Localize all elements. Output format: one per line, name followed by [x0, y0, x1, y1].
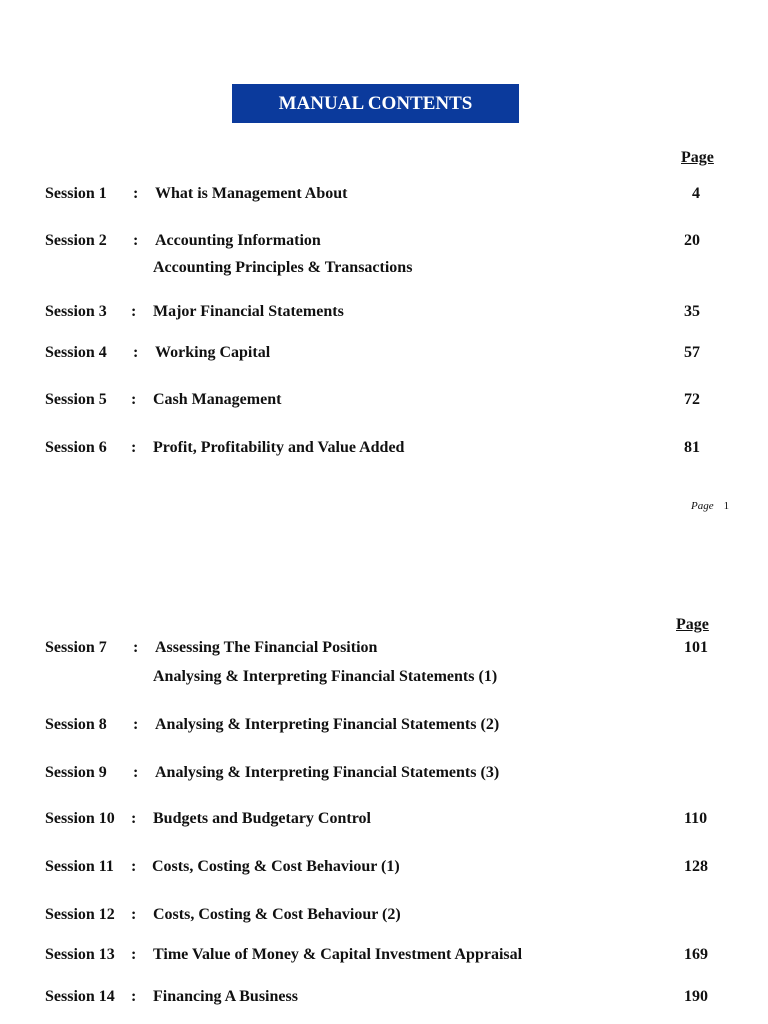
toc-row — [0, 259, 768, 279]
session-topic: Analysing & Interpreting Financial Statements (1) — [153, 668, 498, 685]
toc-row — [0, 906, 768, 926]
session-label: Session 9 — [45, 764, 107, 781]
colon: : — [131, 391, 137, 408]
session-topic: Accounting Principles & Transactions — [153, 259, 413, 276]
colon: : — [131, 303, 137, 320]
session-topic: Costs, Costing & Cost Behaviour (1) — [152, 858, 400, 875]
session-topic: Analysing & Interpreting Financial Statements (2) — [155, 716, 500, 733]
colon: : — [131, 988, 137, 1005]
session-label: Session 12 — [45, 906, 115, 923]
toc-row — [0, 858, 768, 878]
colon: : — [133, 764, 139, 781]
colon: : — [133, 232, 139, 249]
page-title: MANUAL CONTENTS — [232, 84, 519, 123]
page-number: 128 — [684, 858, 708, 875]
session-topic: Accounting Information — [155, 232, 321, 249]
page-column-header: Page — [681, 149, 714, 166]
session-topic: Analysing & Interpreting Financial Statements (3) — [155, 764, 500, 781]
session-label: Session 5 — [45, 391, 107, 408]
session-topic: Assessing The Financial Position — [155, 639, 378, 656]
toc-row — [0, 716, 768, 736]
colon: : — [131, 439, 137, 456]
page-column-header: Page — [676, 616, 709, 633]
page-number: 4 — [692, 185, 700, 202]
session-label: Session 13 — [45, 946, 115, 963]
toc-row — [0, 232, 768, 252]
session-label: Session 6 — [45, 439, 107, 456]
session-topic: Budgets and Budgetary Control — [153, 810, 371, 827]
session-label: Session 3 — [45, 303, 107, 320]
colon: : — [131, 858, 137, 875]
footer-page-label: Page — [691, 500, 714, 512]
session-topic: Financing A Business — [153, 988, 298, 1005]
page-number: 72 — [684, 391, 700, 408]
session-label: Session 4 — [45, 344, 107, 361]
colon: : — [133, 344, 139, 361]
toc-row — [0, 344, 768, 364]
session-label: Session 7 — [45, 639, 107, 656]
session-label: Session 10 — [45, 810, 115, 827]
colon: : — [131, 946, 137, 963]
toc-row — [0, 639, 768, 659]
session-topic: Major Financial Statements — [153, 303, 344, 320]
toc-row — [0, 668, 768, 688]
session-label: Session 14 — [45, 988, 115, 1005]
page-number: 57 — [684, 344, 700, 361]
session-label: Session 1 — [45, 185, 107, 202]
colon: : — [133, 185, 139, 202]
session-topic: What is Management About — [155, 185, 348, 202]
page-number: 35 — [684, 303, 700, 320]
session-label: Session 11 — [45, 858, 114, 875]
page-number: 190 — [684, 988, 708, 1005]
page-number: 169 — [684, 946, 708, 963]
toc-row — [0, 391, 768, 411]
toc-row — [0, 810, 768, 830]
colon: : — [133, 639, 139, 656]
toc-row — [0, 439, 768, 459]
session-topic: Working Capital — [155, 344, 271, 361]
session-label: Session 8 — [45, 716, 107, 733]
toc-row — [0, 185, 768, 205]
footer-page-number: 1 — [723, 500, 730, 512]
page-number: 101 — [684, 639, 708, 656]
colon: : — [133, 716, 139, 733]
session-topic: Profit, Profitability and Value Added — [153, 439, 405, 456]
session-label: Session 2 — [45, 232, 107, 249]
toc-row — [0, 946, 768, 966]
page-number: 20 — [684, 232, 700, 249]
session-topic: Time Value of Money & Capital Investment Appraisal — [153, 946, 523, 963]
page-footer — [691, 500, 729, 512]
colon: : — [131, 810, 137, 827]
toc-row — [0, 303, 768, 323]
session-topic: Costs, Costing & Cost Behaviour (2) — [153, 906, 401, 923]
toc-row — [0, 764, 768, 784]
colon: : — [131, 906, 137, 923]
session-topic: Cash Management — [153, 391, 282, 408]
toc-row — [0, 988, 768, 1008]
page-number: 81 — [684, 439, 700, 456]
page-number: 110 — [684, 810, 708, 827]
